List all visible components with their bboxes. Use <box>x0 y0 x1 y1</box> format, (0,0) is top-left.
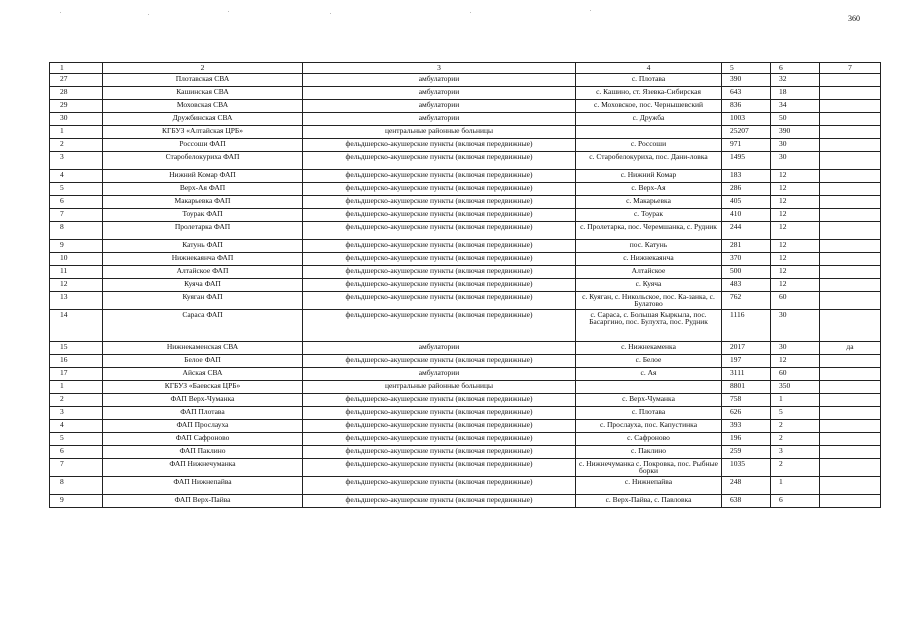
facility-type-cell: фельдшерско-акушерские пункты (включая передвижные) <box>303 406 576 419</box>
facility-type-cell: фельдшерско-акушерские пункты (включая передвижные) <box>303 393 576 406</box>
row-number-cell: 8 <box>50 476 103 494</box>
facility-name-cell: Куяган ФАП <box>103 291 303 309</box>
facility-type-cell: амбулатории <box>303 112 576 125</box>
table-row <box>50 458 881 476</box>
population-cell: 1495 <box>722 151 771 169</box>
facility-type-cell: фельдшерско-акушерские пункты (включая передвижные) <box>303 354 576 367</box>
table-row <box>50 432 881 445</box>
capacity-cell: 12 <box>771 239 820 252</box>
note-cell <box>820 252 881 265</box>
facility-type-cell: фельдшерско-акушерские пункты (включая передвижные) <box>303 458 576 476</box>
row-number-cell: 15 <box>50 341 103 354</box>
table-row <box>50 265 881 278</box>
row-number-cell: 13 <box>50 291 103 309</box>
facility-type-cell: фельдшерско-акушерские пункты (включая передвижные) <box>303 195 576 208</box>
capacity-cell: 18 <box>771 86 820 99</box>
note-cell <box>820 265 881 278</box>
settlement-cell: с. Нижнекаменка <box>576 341 722 354</box>
note-cell <box>820 278 881 291</box>
facility-type-cell: фельдшерско-акушерские пункты (включая передвижные) <box>303 309 576 341</box>
capacity-cell: 12 <box>771 169 820 182</box>
population-cell: 971 <box>722 138 771 151</box>
facility-name-cell: ФАП Сафроново <box>103 432 303 445</box>
capacity-cell: 12 <box>771 278 820 291</box>
header-row <box>50 63 881 74</box>
facility-name-cell: Катунь ФАП <box>103 239 303 252</box>
table-row <box>50 169 881 182</box>
capacity-cell: 30 <box>771 309 820 341</box>
facility-name-cell: Дружбинская СВА <box>103 112 303 125</box>
facility-type-cell: фельдшерско-акушерские пункты (включая передвижные) <box>303 265 576 278</box>
facility-type-cell: фельдшерско-акушерские пункты (включая передвижные) <box>303 221 576 239</box>
facility-name-cell: ФАП Верх-Чуманка <box>103 393 303 406</box>
page-number: 360 <box>848 14 860 23</box>
row-number-cell: 6 <box>50 445 103 458</box>
population-cell: 762 <box>722 291 771 309</box>
row-number-cell: 3 <box>50 151 103 169</box>
scan-speck <box>590 10 591 11</box>
table-row <box>50 86 881 99</box>
facility-name-cell: Тоурак ФАП <box>103 208 303 221</box>
settlement-cell: с. Куяган, с. Никольское, пос. Ка-занка, с. Булатово <box>576 291 722 309</box>
settlement-cell: пос. Катунь <box>576 239 722 252</box>
row-number-cell: 9 <box>50 494 103 507</box>
capacity-cell: 12 <box>771 182 820 195</box>
header-facility-name-cell: 2 <box>103 63 303 74</box>
row-number-cell: 27 <box>50 73 103 86</box>
population-cell: 2017 <box>722 341 771 354</box>
note-cell <box>820 432 881 445</box>
facility-type-cell: фельдшерско-акушерские пункты (включая передвижные) <box>303 208 576 221</box>
scan-speck <box>470 12 471 13</box>
note-cell: да <box>820 341 881 354</box>
facility-type-cell: фельдшерско-акушерские пункты (включая передвижные) <box>303 239 576 252</box>
capacity-cell: 12 <box>771 208 820 221</box>
facility-type-cell: центральные районные больницы <box>303 125 576 138</box>
header-settlement-cell: 4 <box>576 63 722 74</box>
note-cell <box>820 419 881 432</box>
table-row <box>50 239 881 252</box>
settlement-cell: с. Верх-Ая <box>576 182 722 195</box>
population-cell: 638 <box>722 494 771 507</box>
facility-type-cell: фельдшерско-акушерские пункты (включая передвижные) <box>303 252 576 265</box>
note-cell <box>820 458 881 476</box>
capacity-cell: 6 <box>771 494 820 507</box>
table-row <box>50 195 881 208</box>
note-cell <box>820 239 881 252</box>
settlement-cell: с. Сафроново <box>576 432 722 445</box>
note-cell <box>820 221 881 239</box>
population-cell: 370 <box>722 252 771 265</box>
facility-type-cell: фельдшерско-акушерские пункты (включая передвижные) <box>303 445 576 458</box>
table-row <box>50 367 881 380</box>
settlement-cell: с. Макарьевка <box>576 195 722 208</box>
row-number-cell: 12 <box>50 278 103 291</box>
table-row <box>50 252 881 265</box>
population-cell: 390 <box>722 73 771 86</box>
note-cell <box>820 151 881 169</box>
facility-type-cell: амбулатории <box>303 73 576 86</box>
settlement-cell: с. Старобелокуриха, пос. Дани-ловка <box>576 151 722 169</box>
population-cell: 281 <box>722 239 771 252</box>
capacity-cell: 60 <box>771 291 820 309</box>
header-row-number-cell: 1 <box>50 63 103 74</box>
capacity-cell: 12 <box>771 354 820 367</box>
note-cell <box>820 138 881 151</box>
capacity-cell: 2 <box>771 419 820 432</box>
facility-name-cell: ФАП Плотава <box>103 406 303 419</box>
population-cell: 183 <box>722 169 771 182</box>
facility-name-cell: Алтайское ФАП <box>103 265 303 278</box>
settlement-cell: с. Куяча <box>576 278 722 291</box>
scan-speck <box>330 13 331 14</box>
population-cell: 1116 <box>722 309 771 341</box>
note-cell <box>820 182 881 195</box>
note-cell <box>820 291 881 309</box>
facility-type-cell: амбулатории <box>303 341 576 354</box>
facility-type-cell: центральные районные больницы <box>303 380 576 393</box>
population-cell: 25207 <box>722 125 771 138</box>
settlement-cell: с. Сараса, с. Большая Кыркыла, пос. Басаргино, пос. Булухта, пос. Рудник <box>576 309 722 341</box>
note-cell <box>820 354 881 367</box>
row-number-cell: 16 <box>50 354 103 367</box>
note-cell <box>820 169 881 182</box>
facility-name-cell: Нижний Комар ФАП <box>103 169 303 182</box>
population-cell: 286 <box>722 182 771 195</box>
note-cell <box>820 99 881 112</box>
note-cell <box>820 445 881 458</box>
population-cell: 643 <box>722 86 771 99</box>
settlement-cell: с. Паклино <box>576 445 722 458</box>
note-cell <box>820 112 881 125</box>
facility-name-cell: Кашинская СВА <box>103 86 303 99</box>
note-cell <box>820 406 881 419</box>
note-cell <box>820 393 881 406</box>
capacity-cell: 60 <box>771 367 820 380</box>
capacity-cell: 3 <box>771 445 820 458</box>
table-row <box>50 494 881 507</box>
facility-name-cell: Сараса ФАП <box>103 309 303 341</box>
settlement-cell: с. Плотава <box>576 73 722 86</box>
settlement-cell: с. Нижнепайва <box>576 476 722 494</box>
capacity-cell: 34 <box>771 99 820 112</box>
population-cell: 758 <box>722 393 771 406</box>
note-cell <box>820 309 881 341</box>
settlement-cell: с. Дружба <box>576 112 722 125</box>
capacity-cell: 1 <box>771 393 820 406</box>
row-number-cell: 1 <box>50 380 103 393</box>
capacity-cell: 2 <box>771 432 820 445</box>
row-number-cell: 14 <box>50 309 103 341</box>
facility-type-cell: фельдшерско-акушерские пункты (включая передвижные) <box>303 494 576 507</box>
capacity-cell: 12 <box>771 252 820 265</box>
table-row <box>50 125 881 138</box>
table-row <box>50 182 881 195</box>
row-number-cell: 30 <box>50 112 103 125</box>
facility-type-cell: амбулатории <box>303 99 576 112</box>
population-cell: 836 <box>722 99 771 112</box>
settlement-cell: с. Ая <box>576 367 722 380</box>
facility-type-cell: фельдшерско-акушерские пункты (включая передвижные) <box>303 419 576 432</box>
settlement-cell: с. Нижнечуманка с. Покровка, пос. Рыбные борки <box>576 458 722 476</box>
facility-type-cell: фельдшерско-акушерские пункты (включая передвижные) <box>303 432 576 445</box>
settlement-cell: с. Пролетарка, пос. Черемшанка, с. Рудник <box>576 221 722 239</box>
facility-name-cell: КГБУЗ «Баевская ЦРБ» <box>103 380 303 393</box>
table-row <box>50 278 881 291</box>
table-row <box>50 138 881 151</box>
row-number-cell: 5 <box>50 432 103 445</box>
scan-speck <box>60 12 61 13</box>
facility-type-cell: фельдшерско-акушерские пункты (включая передвижные) <box>303 278 576 291</box>
capacity-cell: 12 <box>771 195 820 208</box>
table-row <box>50 309 881 341</box>
facility-name-cell: Моховская СВА <box>103 99 303 112</box>
row-number-cell: 1 <box>50 125 103 138</box>
facility-type-cell: фельдшерско-акушерские пункты (включая передвижные) <box>303 476 576 494</box>
row-number-cell: 9 <box>50 239 103 252</box>
note-cell <box>820 476 881 494</box>
settlement-cell <box>576 125 722 138</box>
facility-name-cell: ФАП Прослауха <box>103 419 303 432</box>
settlement-cell: с. Белое <box>576 354 722 367</box>
settlement-cell: с. Верх-Пайва, с. Павловка <box>576 494 722 507</box>
facility-name-cell: ФАП Нижнепайва <box>103 476 303 494</box>
table-row <box>50 406 881 419</box>
facility-name-cell: Макарьевка ФАП <box>103 195 303 208</box>
facility-name-cell: Айская СВА <box>103 367 303 380</box>
population-cell: 1035 <box>722 458 771 476</box>
facility-name-cell: Куяча ФАП <box>103 278 303 291</box>
note-cell <box>820 208 881 221</box>
table-row <box>50 393 881 406</box>
scan-speck <box>148 14 149 15</box>
note-cell <box>820 494 881 507</box>
facility-name-cell: Белое ФАП <box>103 354 303 367</box>
table-row <box>50 112 881 125</box>
facility-name-cell: ФАП Нижнечуманка <box>103 458 303 476</box>
capacity-cell: 390 <box>771 125 820 138</box>
settlement-cell: с. Россоши <box>576 138 722 151</box>
note-cell <box>820 73 881 86</box>
settlement-cell: с. Кашино, ст. Язевка-Сибирская <box>576 86 722 99</box>
facility-type-cell: фельдшерско-акушерские пункты (включая передвижные) <box>303 182 576 195</box>
population-cell: 393 <box>722 419 771 432</box>
table-row <box>50 341 881 354</box>
population-cell: 483 <box>722 278 771 291</box>
table-row <box>50 208 881 221</box>
population-cell: 259 <box>722 445 771 458</box>
header-note-cell: 7 <box>820 63 881 74</box>
note-cell <box>820 367 881 380</box>
facility-name-cell: КГБУЗ «Алтайская ЦРБ» <box>103 125 303 138</box>
population-cell: 1003 <box>722 112 771 125</box>
population-cell: 626 <box>722 406 771 419</box>
row-number-cell: 4 <box>50 169 103 182</box>
settlement-cell <box>576 380 722 393</box>
table-row <box>50 99 881 112</box>
facility-name-cell: Плотавская СВА <box>103 73 303 86</box>
scan-speck <box>228 11 229 12</box>
settlement-cell: с. Нижнекаянча <box>576 252 722 265</box>
population-cell: 405 <box>722 195 771 208</box>
capacity-cell: 1 <box>771 476 820 494</box>
row-number-cell: 5 <box>50 182 103 195</box>
facility-name-cell: Пролетарка ФАП <box>103 221 303 239</box>
facility-type-cell: фельдшерско-акушерские пункты (включая передвижные) <box>303 138 576 151</box>
table-row <box>50 291 881 309</box>
row-number-cell: 8 <box>50 221 103 239</box>
row-number-cell: 7 <box>50 208 103 221</box>
facility-type-cell: фельдшерско-акушерские пункты (включая передвижные) <box>303 151 576 169</box>
settlement-cell: с. Моховское, пос. Чернышевский <box>576 99 722 112</box>
facility-name-cell: Нижнекаменская СВА <box>103 341 303 354</box>
population-cell: 500 <box>722 265 771 278</box>
population-cell: 8801 <box>722 380 771 393</box>
header-facility-type-cell: 3 <box>303 63 576 74</box>
table-row <box>50 419 881 432</box>
population-cell: 197 <box>722 354 771 367</box>
row-number-cell: 11 <box>50 265 103 278</box>
population-cell: 248 <box>722 476 771 494</box>
population-cell: 410 <box>722 208 771 221</box>
table-row <box>50 380 881 393</box>
table-row <box>50 221 881 239</box>
row-number-cell: 28 <box>50 86 103 99</box>
capacity-cell: 30 <box>771 138 820 151</box>
table-row <box>50 476 881 494</box>
population-cell: 3111 <box>722 367 771 380</box>
capacity-cell: 12 <box>771 265 820 278</box>
note-cell <box>820 195 881 208</box>
table-row <box>50 354 881 367</box>
facility-type-cell: амбулатории <box>303 86 576 99</box>
capacity-cell: 50 <box>771 112 820 125</box>
capacity-cell: 2 <box>771 458 820 476</box>
capacity-cell: 30 <box>771 151 820 169</box>
capacity-cell: 5 <box>771 406 820 419</box>
row-number-cell: 4 <box>50 419 103 432</box>
row-number-cell: 2 <box>50 138 103 151</box>
row-number-cell: 29 <box>50 99 103 112</box>
settlement-cell: с. Нижний Комар <box>576 169 722 182</box>
note-cell <box>820 86 881 99</box>
settlement-cell: с. Верх-Чуманка <box>576 393 722 406</box>
capacity-cell: 350 <box>771 380 820 393</box>
facility-type-cell: амбулатории <box>303 367 576 380</box>
facility-name-cell: Старобелокуриха ФАП <box>103 151 303 169</box>
table-row <box>50 445 881 458</box>
settlement-cell: с. Тоурак <box>576 208 722 221</box>
population-cell: 244 <box>722 221 771 239</box>
facilities-table <box>49 62 881 508</box>
settlement-cell: Алтайское <box>576 265 722 278</box>
row-number-cell: 17 <box>50 367 103 380</box>
facility-name-cell: Россоши ФАП <box>103 138 303 151</box>
row-number-cell: 2 <box>50 393 103 406</box>
row-number-cell: 6 <box>50 195 103 208</box>
facility-name-cell: ФАП Верх-Пайва <box>103 494 303 507</box>
header-population-cell: 5 <box>722 63 771 74</box>
population-cell: 196 <box>722 432 771 445</box>
facility-name-cell: Нижнекаянча ФАП <box>103 252 303 265</box>
row-number-cell: 7 <box>50 458 103 476</box>
settlement-cell: с. Плотава <box>576 406 722 419</box>
facility-name-cell: Верх-Ая ФАП <box>103 182 303 195</box>
capacity-cell: 12 <box>771 221 820 239</box>
note-cell <box>820 125 881 138</box>
facility-type-cell: фельдшерско-акушерские пункты (включая передвижные) <box>303 291 576 309</box>
row-number-cell: 10 <box>50 252 103 265</box>
note-cell <box>820 380 881 393</box>
capacity-cell: 32 <box>771 73 820 86</box>
table-row <box>50 151 881 169</box>
facility-name-cell: ФАП Паклино <box>103 445 303 458</box>
header-capacity-cell: 6 <box>771 63 820 74</box>
table-row <box>50 73 881 86</box>
settlement-cell: с. Прослауха, пос. Капустинка <box>576 419 722 432</box>
capacity-cell: 30 <box>771 341 820 354</box>
row-number-cell: 3 <box>50 406 103 419</box>
facility-type-cell: фельдшерско-акушерские пункты (включая передвижные) <box>303 169 576 182</box>
